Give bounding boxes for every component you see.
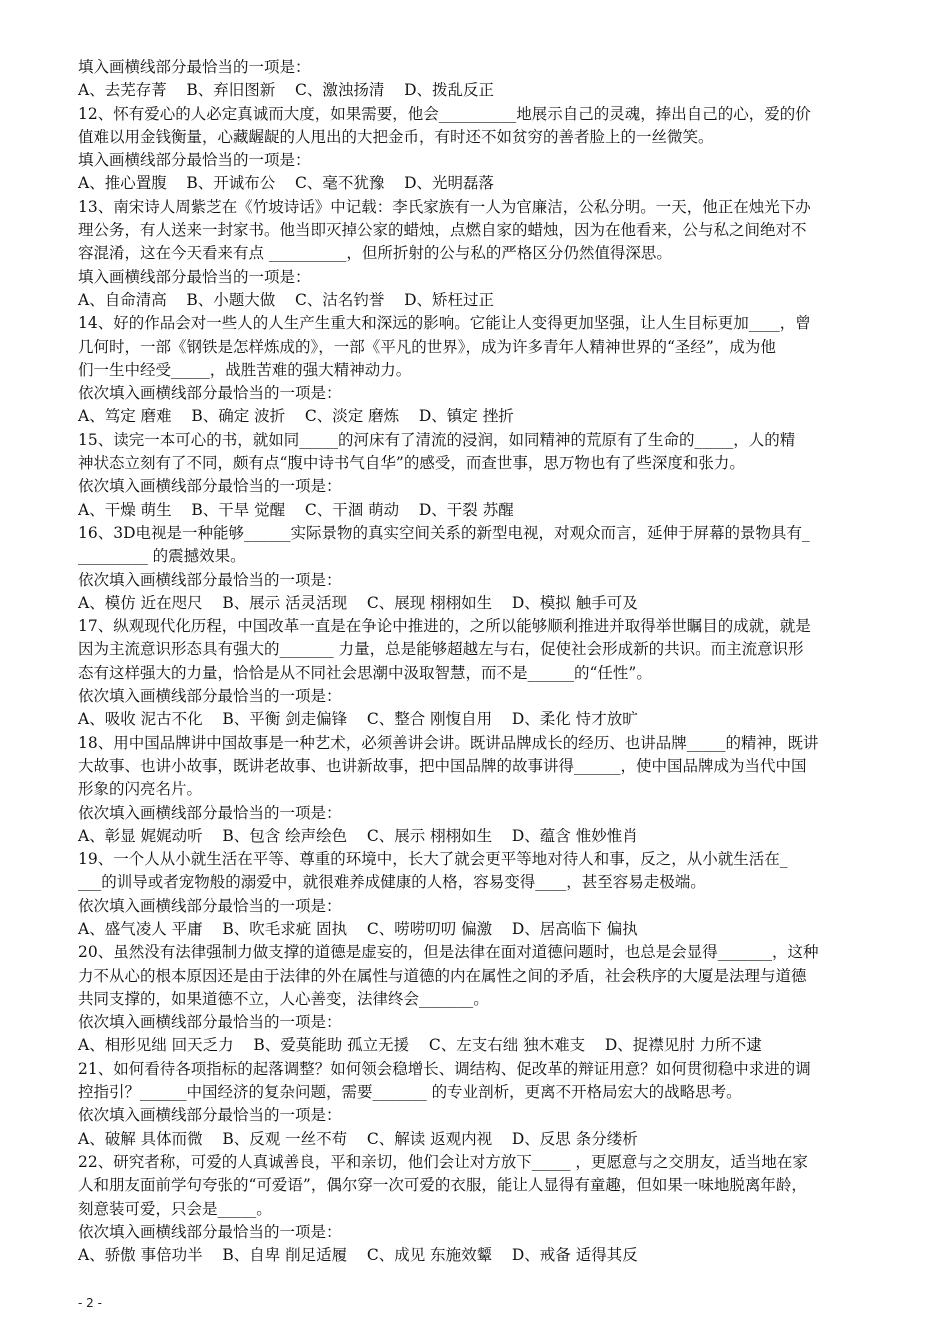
text-line: 16、3D电视是一种能够______实际景物的真实空间关系的新型电视，对观众而言，延伸于屏幕的景物具有_: [78, 523, 810, 542]
text-line: A、笃定 磨难 B、确定 波折 C、淡定 磨炼 D、镇定 挫折: [78, 407, 514, 426]
text-line: 18、用中国品牌讲中国故事是一种艺术，必须善讲会讲。既讲品牌成长的经历、也讲品牌_____的精神，既讲: [78, 733, 819, 752]
text-line: A、彰显 娓娓动听 B、包含 绘声绘色 C、展示 栩栩如生 D、蕴含 惟妙惟肖: [78, 826, 638, 845]
text-line: 依次填入画横线部分最恰当的一项是：: [78, 1222, 342, 1241]
text-line: A、干燥 萌生 B、干旱 觉醒 C、干涸 萌动 D、干裂 苏醒: [78, 500, 514, 519]
text-line: 态有这样强大的力量，恰恰是从不同社会思潮中汲取智慧，而不是______的“任性”。: [78, 663, 652, 682]
text-line: 依次填入画横线部分最恰当的一项是：: [78, 1013, 342, 1032]
page-number: - 2 -: [78, 1296, 102, 1310]
text-line: 14、好的作品会对一些人的人生产生重大和深远的影响。它能让人变得更加坚强，让人生目标更加____，曾: [78, 314, 811, 333]
text-line: 依次填入画横线部分最恰当的一项是：: [78, 570, 342, 589]
text-line: 21、如何看待各项指标的起落调整？如何领会稳增长、调结构、促改革的辩证用意？如何贯彻稳中求进的调: [78, 1059, 811, 1078]
text-line: A、相形见绌 回天乏力 B、爱莫能助 孤立无援 C、左支右绌 独木难支 D、捉襟见肘 力所不逮: [78, 1036, 762, 1055]
text-line: 人和朋友面前学句夸张的“可爱语”，偶尔穿一次可爱的衣服，能让人显得有童趣，但如果一味地脱离年龄，: [78, 1176, 807, 1195]
text-line: 依次填入画横线部分最恰当的一项是：: [78, 896, 342, 915]
text-line: A、去芜存菁 B、弃旧图新 C、激浊扬清 D、拨乱反正: [78, 81, 494, 100]
text-line: 容混淆，这在今天看来有点 __________，但所折射的公与私的严格区分仍然值得深思。: [78, 244, 672, 263]
text-line: 17、纵观现代化历程，中国改革一直是在争论中推进的，之所以能够顺利推进并取得举世瞩目的成就，就是: [78, 617, 811, 636]
text-line: _________ 的震撼效果。: [78, 547, 246, 566]
text-line: ___的训导或者宠物般的溺爱中，就很难养成健康的人格，容易变得____，甚至容易走极端。: [78, 873, 706, 892]
text-line: A、推心置腹 B、开诚布公 C、毫不犹豫 D、光明磊落: [78, 174, 494, 193]
text-line: A、自命清高 B、小题大做 C、沽名钓誉 D、矫枉过正: [78, 290, 494, 309]
text-line: 依次填入画横线部分最恰当的一项是：: [78, 803, 342, 822]
text-line: 15、读完一本可心的书，就如同_____的河床有了清流的浸润，如同精神的荒原有了生命的_____，人的精: [78, 430, 796, 449]
text-line: A、模仿 近在咫尺 B、展示 活灵活现 C、展现 栩栩如生 D、模拟 触手可及: [78, 593, 638, 612]
text-line: 依次填入画横线部分最恰当的一项是：: [78, 384, 342, 403]
text-line: 大故事、也讲小故事，既讲老故事、也讲新故事，把中国品牌的故事讲得______，使中国品牌成为当代中国: [78, 756, 807, 775]
text-line: A、破解 具体而微 B、反观 一丝不苟 C、解读 返观内视 D、反思 条分缕析: [78, 1129, 638, 1148]
text-line: 刻意装可爱，只会是_____。: [78, 1199, 272, 1218]
text-line: 12、怀有爱心的人必定真诚而大度，如果需要，他会__________地展示自己的灵魂，捧出自己的心，爱的价: [78, 104, 811, 123]
text-line: 填入画横线部分最恰当的一项是：: [78, 58, 311, 76]
text-line: 力不从心的根本原因还是由于法律的外在属性与道德的内在属性之间的矛盾，社会秩序的大厦是法理与道德: [78, 966, 807, 985]
text-line: 因为主流意识形态具有强大的_______ 力量，总是能够超越左与右，促使社会形成新的共识。而主流意识形: [78, 640, 804, 659]
text-line: 共同支撑的，如果道德不立，人心善变，法律终会_______。: [78, 989, 489, 1008]
text-line: 们一生中经受_____，战胜苦难的强大精神动力。: [78, 360, 412, 379]
text-line: 依次填入画横线部分最恰当的一项是：: [78, 477, 342, 496]
text-line: 理公务，有人送来一封家书。他当即灭掉公家的蜡烛，点燃自家的蜡烛，因为在他看来，公与私之间绝对不: [78, 221, 807, 240]
text-line: 几何时，一部《钢铁是怎样炼成的》，一部《平凡的世界》，成为许多青年人精神世界的“圣经”，成为他: [78, 337, 776, 356]
text-line: 22、研究者称，可爱的人真诚善良，平和亲切，他们会让对方放下_____ ，更愿意与之交朋友，适当地在家: [78, 1152, 808, 1171]
text-line: 值难以用金钱衡量，心藏龌龊的人甩出的大把金币，有时还不如贫穷的善者脸上的一丝微笑。: [78, 127, 714, 146]
text-line: 神状态立刻有了不同，颇有点“腹中诗书气自华”的感受，而查世事，思万物也有了些深度和张力。: [78, 454, 745, 473]
text-line: 19、一个人从小就生活在平等、尊重的环境中，长大了就会更平等地对待人和事，反之，从小就生活在_: [78, 850, 788, 869]
text-line: 依次填入画横线部分最恰当的一项是：: [78, 1106, 342, 1125]
page-content: [78, 56, 878, 1267]
text-line: 13、南宋诗人周紫芝在《竹坡诗话》中记载：李氏家族有一人为官廉洁，公私分明。一天，他正在烛光下办: [78, 197, 811, 216]
text-line: 形象的闪亮名片。: [78, 780, 203, 799]
text-line: A、盛气凌人 平庸 B、吹毛求疵 固执 C、唠唠叨叨 偏激 D、居高临下 偏执: [78, 919, 638, 938]
text-line: A、吸收 泥古不化 B、平衡 剑走偏锋 C、整合 刚愎自用 D、柔化 恃才放旷: [78, 710, 638, 729]
text-line: 填入画横线部分最恰当的一项是：: [78, 151, 311, 170]
text-line: 20、虽然没有法律强制力做支撑的道德是虚妄的，但是法律在面对道德问题时，也总是会显得_______，这种: [78, 943, 819, 962]
text-line: 依次填入画横线部分最恰当的一项是：: [78, 687, 342, 706]
text-line: 控指引？______中国经济的复杂问题，需要_______ 的专业剖析，更离不开格局宏大的战略思考。: [78, 1083, 742, 1102]
text-line: A、骄傲 事倍功半 B、自卑 削足适履 C、成见 东施效颦 D、戒备 适得其反: [78, 1246, 638, 1265]
text-line: 填入画横线部分最恰当的一项是：: [78, 267, 311, 286]
